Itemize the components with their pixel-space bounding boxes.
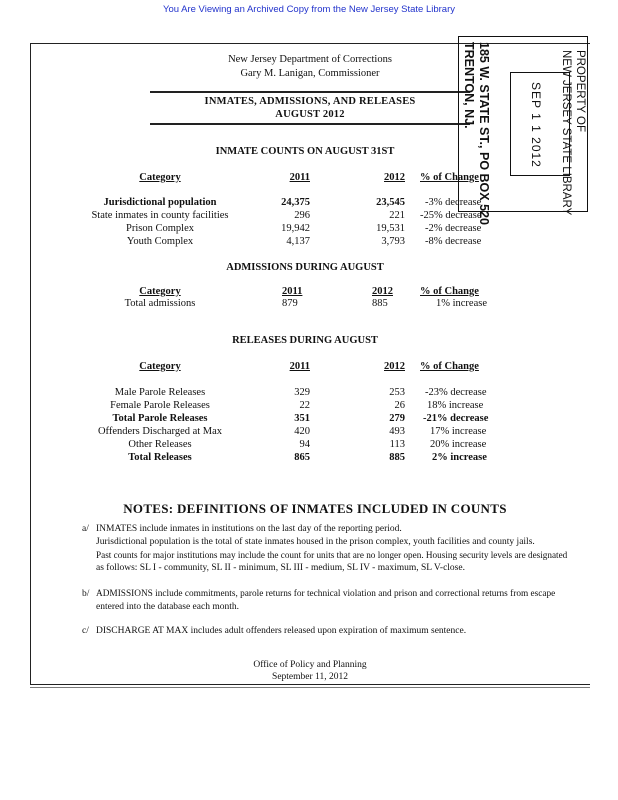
releases-row-2012: 113 (389, 439, 405, 450)
counts-row-2012: 3,793 (381, 236, 405, 247)
left-border (30, 43, 31, 685)
releases-row-category: Male Parole Releases (114, 387, 206, 398)
counts-row-2011: 19,942 (281, 223, 310, 234)
releases-row-change: -23% decrease (425, 387, 487, 398)
note-c-marker: c/ (82, 626, 89, 636)
notes-title: NOTES: DEFINITIONS OF INMATES INCLUDED IN COUNTS (123, 501, 507, 516)
archive-banner: You Are Viewing an Archived Copy from the New Jersey State Library (162, 4, 455, 15)
releases-row-2011: 94 (299, 439, 310, 450)
stamp-address-line2: TRENTON, NJ. (462, 42, 476, 129)
counts-row-2012: 23,545 (376, 197, 405, 208)
counts-row-category: Prison Complex (126, 223, 194, 234)
releases-row-change: -21% decrease (423, 413, 489, 424)
releases-row-2012: 253 (389, 387, 405, 398)
counts-row-category: Youth Complex (126, 236, 194, 247)
releases-row-change: 17% increase (430, 426, 487, 437)
bottom-border (30, 684, 590, 685)
admissions-col-2011: 2011 (282, 286, 303, 297)
releases-row-change: 20% increase (430, 439, 487, 450)
stamp-address-line1: 185 W. STATE ST., PO BOX 520 (477, 42, 491, 225)
releases-col-category: Category (139, 361, 181, 372)
counts-col-2011: 2011 (289, 172, 310, 183)
bottom-border-thin (30, 687, 590, 688)
note-a-line1: INMATES include inmates in institutions on the last day of the reporting period. (96, 524, 402, 534)
admissions-heading: ADMISSIONS DURING AUGUST (226, 262, 384, 273)
releases-row-2011: 420 (294, 426, 310, 437)
releases-row-category: Other Releases (128, 439, 192, 450)
releases-row-category: Female Parole Releases (110, 400, 210, 411)
note-b-line1: ADMISSIONS include commitments, parole returns for technical violation and prison and correctional returns from escape (96, 589, 556, 599)
releases-row-2012: 493 (389, 426, 405, 437)
releases-row-2011: 865 (294, 452, 310, 463)
admissions-row-category: Total admissions (124, 298, 196, 309)
note-a-line2: Jurisdictional population is the total of state inmates housed in the prison complex, youth facilities and county jails. (96, 537, 535, 547)
admissions-row-2012: 885 (372, 298, 388, 309)
admissions-col-2012: 2012 (372, 286, 393, 297)
releases-col-2012: 2012 (384, 361, 405, 372)
footer-office: Office of Policy and Planning (253, 660, 367, 670)
counts-row-category: State inmates in county facilities (91, 210, 229, 221)
counts-row-2011: 24,375 (281, 197, 310, 208)
commissioner-name: Gary M. Lanigan, Commissioner (240, 68, 380, 79)
counts-row-2012: 19,531 (376, 223, 405, 234)
note-b-line2: entered into the database each month. (96, 602, 239, 612)
note-a-marker: a/ (82, 524, 89, 534)
admissions-row-change: 1% increase (435, 298, 487, 309)
counts-row-change: -3% decrease (425, 197, 482, 208)
stamp-date: SEP 1 1 2012 (529, 82, 543, 168)
counts-col-category: Category (139, 172, 181, 183)
note-a-line4: as follows: SL I - community, SL II - minimum, SL III - medium, SL IV - maximum, SL V-close. (96, 563, 465, 573)
releases-col-2011: 2011 (289, 361, 310, 372)
stamp-property-line2: NEW JERSEY STATE LIBRARY (560, 50, 572, 216)
releases-row-2012: 885 (389, 452, 405, 463)
counts-row-category: Jurisdictional population (103, 197, 217, 208)
counts-row-change: -8% decrease (425, 236, 482, 247)
report-title: INMATES, ADMISSIONS, AND RELEASES (204, 96, 416, 107)
library-stamp (458, 20, 588, 225)
stamp-property-line1: PROPERTY OF (574, 50, 586, 133)
releases-heading: RELEASES DURING AUGUST (232, 335, 378, 346)
counts-col-2012: 2012 (384, 172, 405, 183)
department-name: New Jersey Department of Corrections (228, 54, 392, 65)
counts-row-change: -2% decrease (425, 223, 482, 234)
releases-row-change: 18% increase (427, 400, 484, 411)
title-rule-bottom (150, 123, 470, 125)
releases-row-2011: 351 (294, 413, 310, 424)
counts-heading: INMATE COUNTS ON AUGUST 31ST (215, 146, 395, 157)
note-c-line1: DISCHARGE AT MAX includes adult offenders released upon expiration of maximum sentence. (96, 626, 467, 636)
admissions-col-change: % of Change (420, 286, 479, 297)
footer-date: September 11, 2012 (272, 672, 348, 682)
releases-row-category: Total Parole Releases (112, 413, 208, 424)
counts-row-2012: 221 (389, 210, 405, 221)
releases-row-change: 2% increase (432, 452, 487, 463)
releases-row-category: Total Releases (128, 452, 192, 463)
note-b-marker: b/ (82, 589, 90, 599)
counts-row-2011: 296 (294, 210, 310, 221)
counts-col-change: % of Change (420, 172, 479, 183)
counts-row-change: -25% decrease (420, 210, 482, 221)
report-month: AUGUST 2012 (275, 109, 345, 120)
releases-row-2012: 279 (389, 413, 405, 424)
note-a-line3: Past counts for major institutions may include the count for units that are no longer open. Housing security levels are designated (96, 550, 568, 560)
releases-col-change: % of Change (420, 361, 479, 372)
admissions-row-2011: 879 (282, 298, 298, 309)
admissions-col-category: Category (139, 286, 181, 297)
releases-row-2012: 26 (394, 400, 405, 411)
title-rule-top (150, 91, 470, 93)
releases-row-2011: 329 (294, 387, 310, 398)
releases-row-2011: 22 (299, 400, 310, 411)
releases-row-category: Offenders Discharged at Max (97, 426, 223, 437)
counts-row-2011: 4,137 (286, 236, 310, 247)
